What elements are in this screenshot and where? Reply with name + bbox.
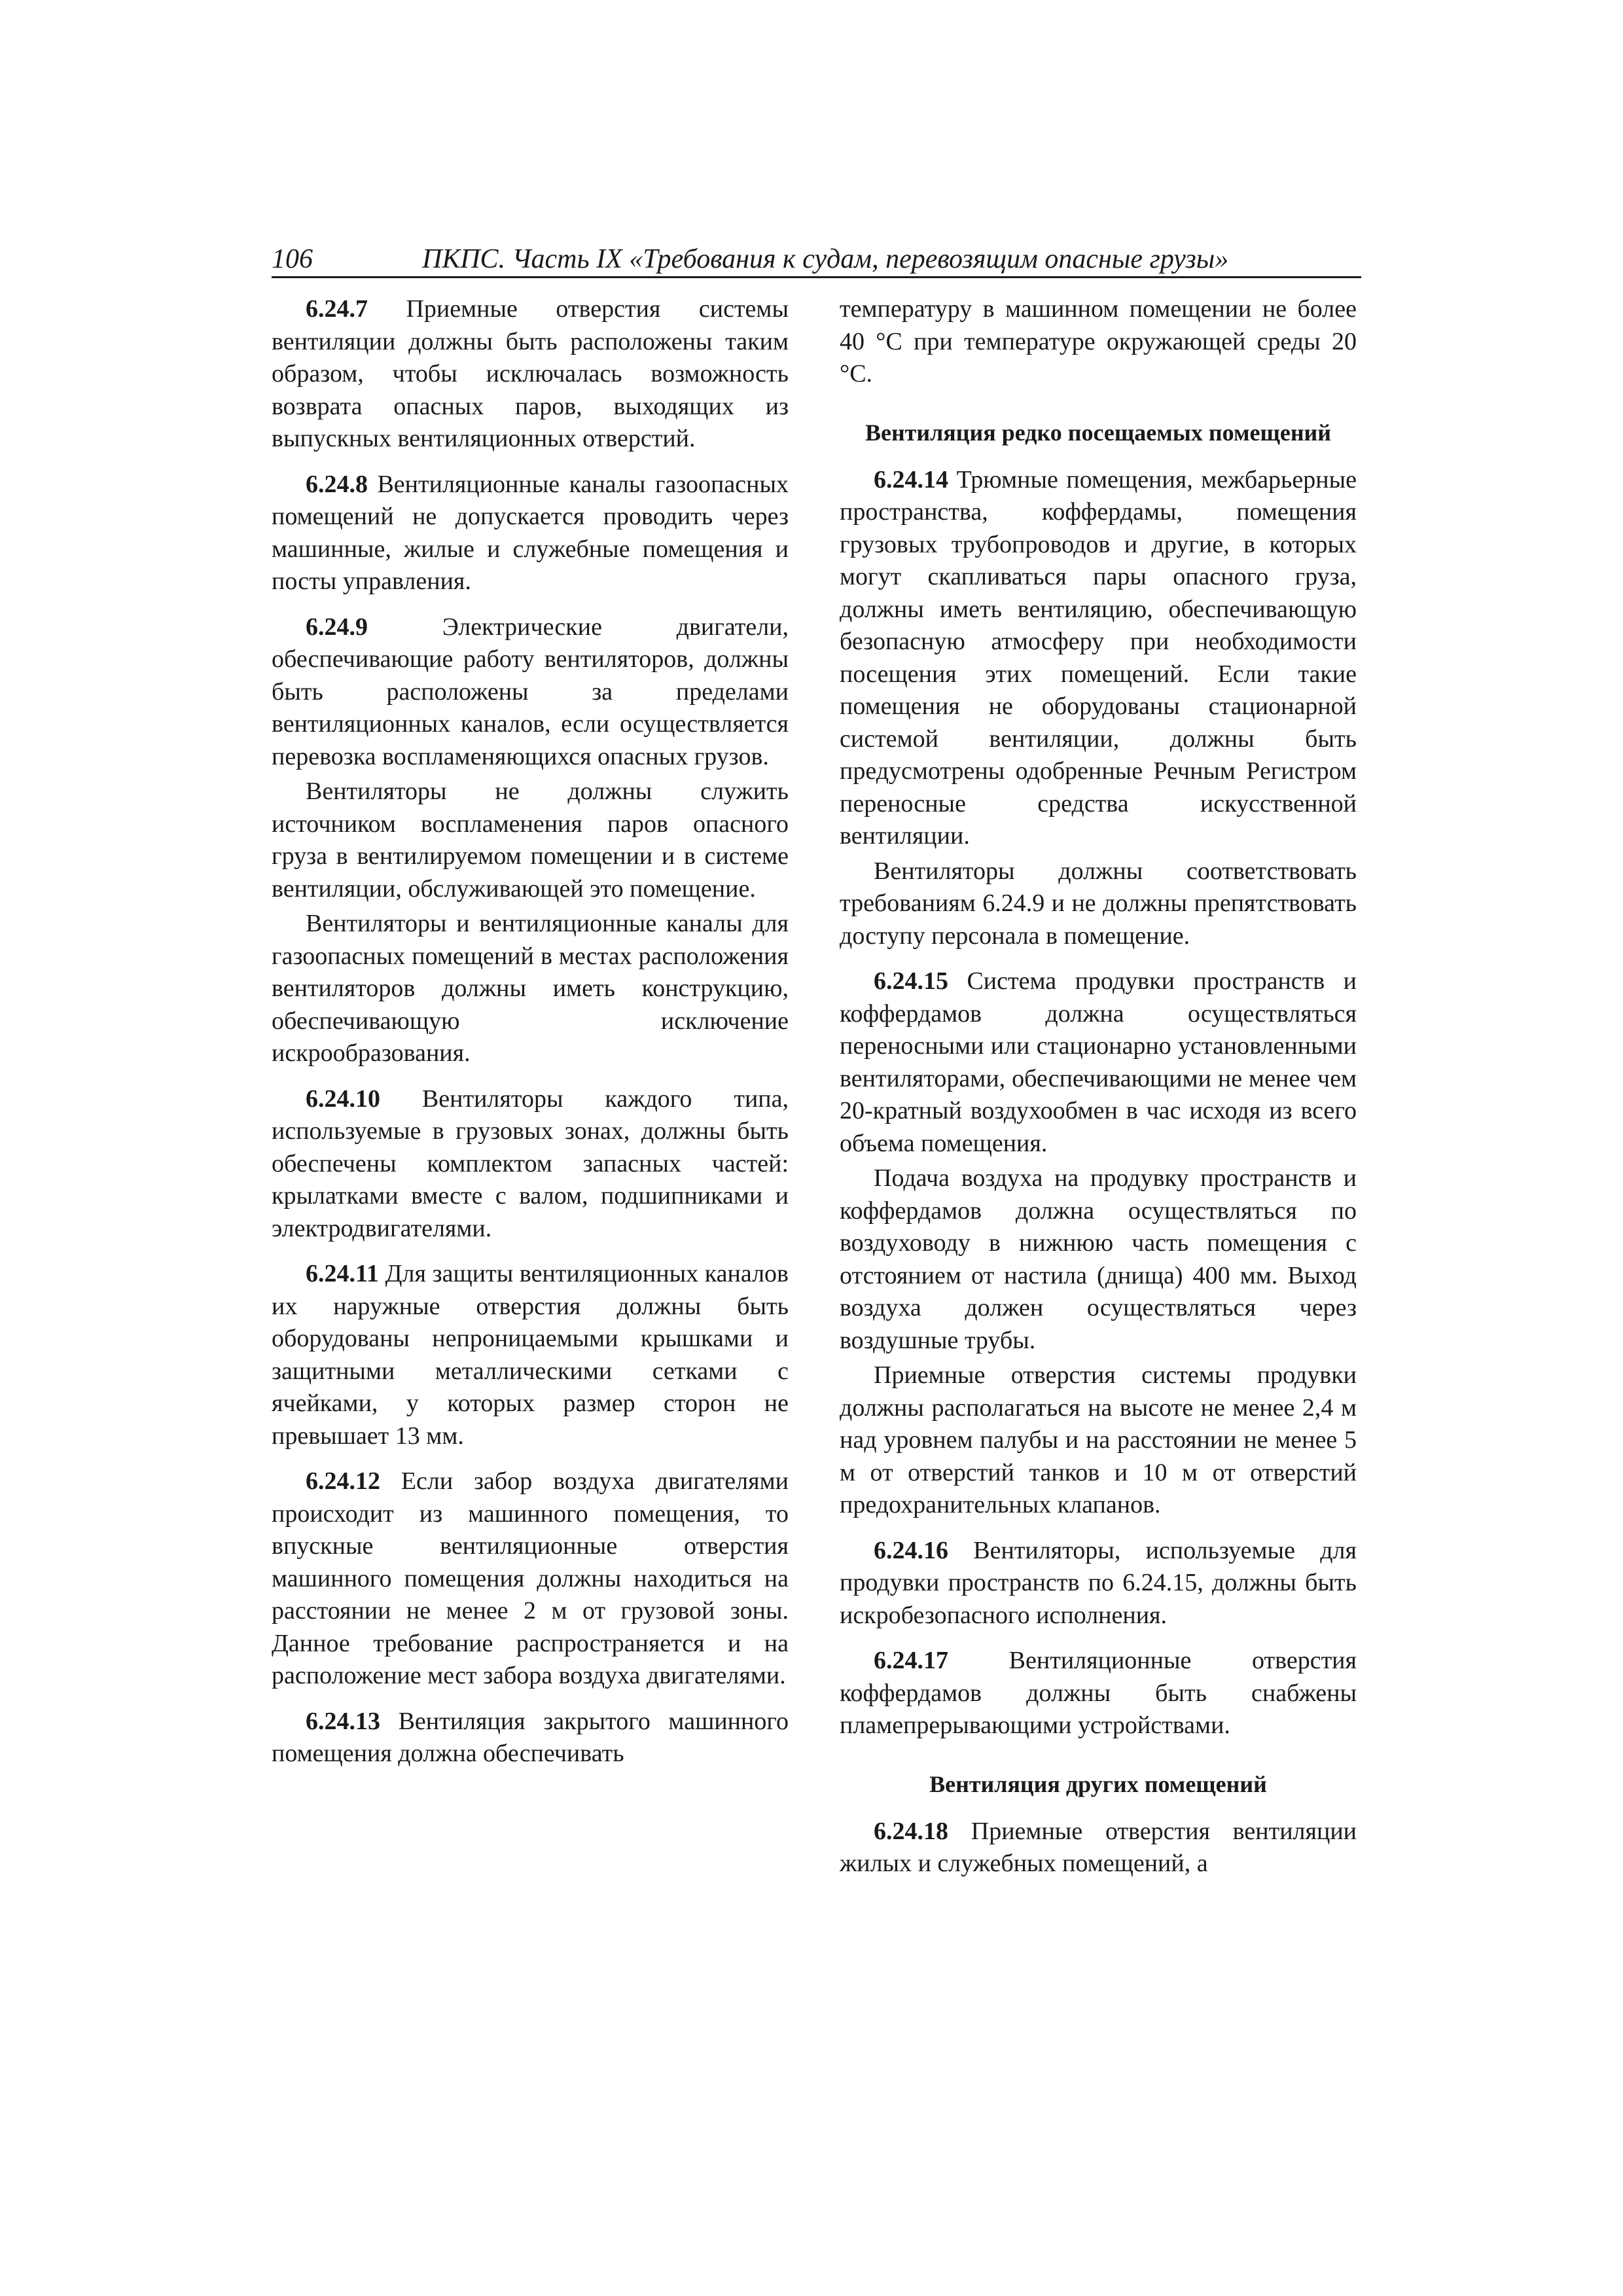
clause-6-24-11 [272,1258,789,1452]
clause-text: Для защиты вентиляционных каналов их наружные отверстия должны быть оборудованы непроницаемыми крышками и защитными металлическими сетками с ячейками, у которых размер сторон не превышает 13 мм. [272,1260,789,1450]
right-column [840,293,1357,1893]
clause-text: Вентиляционные отверстия коффердамов должны быть снабжены пламепрерывающими устройствами. [840,1647,1357,1739]
clause-number: 6.24.12 [306,1467,380,1495]
clause-6-24-14 [840,464,1357,853]
paragraph: Вентиляторы не должны служить источником воспламенения паров опасного груза в вентилируемом помещении и в системе вентиляции, обслуживающей это помещение. [272,778,789,903]
page-header [272,242,1361,278]
clause-6-24-7 [272,293,789,456]
clause-6-24-18 [840,1816,1357,1880]
clause-text: Приемные отверстия системы вентиляции должны быть расположены таким образом, чтобы исключалась возможность возврата опасных паров, выходящих из выпускных вентиляционных отверстий. [272,295,789,452]
clause-number: 6.24.9 [306,613,368,641]
paragraph: Вентиляторы должны соответствовать требованиям 6.24.9 и не должны препятствовать доступу персонала в помещение. [840,857,1357,950]
paragraph: Приемные отверстия системы продувки должны располагаться на высоте не менее 2,4 м над уровнем палубы и на расстоянии не менее 5 м от отверстий танков и 10 м от отверстий предохранительных клапанов. [840,1361,1357,1518]
clause-text: Вентиляторы каждого типа, используемые в грузовых зонах, должны быть обеспечены комплектом запасных частей: крылатками вместе с валом, подшипниками и электродвигателями. [272,1085,789,1242]
paragraph: Подача воздуха на продувку пространств и коффердамов должна осуществляться по воздуховоду в нижнюю часть помещения с отстоянием от настила (днища) 400 мм. Выход воздуха должен осуществляться через воздушные трубы. [840,1164,1357,1354]
clause-number: 6.24.14 [874,465,948,493]
clause-number: 6.24.11 [306,1260,379,1287]
clause-text: Вентиляция закрытого машинного помещения должна обеспечивать [272,1707,789,1767]
clause-text: Если забор воздуха двигателями происходит из машинного помещения, то впускные вентиляционные отверстия машинного помещения должны находиться на расстоянии не менее 2 м от грузовой зоны. Данное требование распространяется и на расположение мест забора воздуха двигателями. [272,1467,789,1689]
clause-6-24-10 [272,1083,789,1246]
clause-text: Электрические двигатели, обеспечивающие работу вентиляторов, должны быть расположены за пределами вентиляционных каналов, если осуществляется перевозка воспламеняющихся опасных грузов. [272,613,789,770]
clause-number: 6.24.8 [306,470,368,498]
clause-text: Система продувки пространств и коффердамов должна осуществляться переносными или стационарно установленными вентиляторами, обеспечивающими не менее чем 20-кратный воздухообмен в час исходя из всего объема помещения. [840,967,1357,1157]
clause-number: 6.24.7 [306,295,368,323]
clause-number: 6.24.10 [306,1085,380,1113]
clause-6-24-9 [272,611,789,774]
clause-number: 6.24.17 [874,1647,948,1674]
clause-6-24-8 [272,469,789,598]
clause-text: Трюмные помещения, межбарьерные пространства, коффердамы, помещения грузовых трубопроводов и другие, в которых могут скапливаться пары опасного груза, должны иметь вентиляцию, обеспечивающую безопасную атмосферу при необходимости посещения этих помещений. Если такие помещения не оборудованы стационарной системой вентиляции, должны быть предусмотрены одобренные Речным Регистром переносные средства искусственной вентиляции. [840,465,1357,850]
clause-6-24-12 [272,1465,789,1693]
left-column [272,293,789,1784]
clause-number: 6.24.13 [306,1707,380,1735]
clause-6-24-13 [272,1706,789,1770]
paragraph-continuation: температуру в машинном помещении не более 40 °С при температуре окружающей среды 20 °С. [840,295,1357,387]
page-number: 106 [272,244,313,274]
clause-text: Вентиляторы, используемые для продувки пространств по 6.24.15, должны быть искробезопасного исполнения. [840,1536,1357,1629]
section-heading: Вентиляция других помещений [929,1770,1267,1797]
clause-number: 6.24.15 [874,967,948,995]
clause-6-24-17 [840,1645,1357,1742]
clause-text: Приемные отверстия вентиляции жилых и служебных помещений, а [840,1817,1357,1877]
running-title: ПКПС. Часть IX «Требования к судам, перевозящим опасные грузы» [422,244,1229,274]
clause-6-24-16 [840,1535,1357,1632]
clause-6-24-15 [840,965,1357,1160]
paragraph: Вентиляторы и вентиляционные каналы для газоопасных помещений в местах расположения вентиляторов должны иметь конструкцию, обеспечивающую исключение искрообразования. [272,910,789,1067]
clause-number: 6.24.16 [874,1536,948,1564]
clause-number: 6.24.18 [874,1817,948,1845]
clause-text: Вентиляционные каналы газоопасных помещений не допускается проводить через машинные, жилые и служебные помещения и посты управления. [272,470,789,595]
section-heading: Вентиляция редко посещаемых помещений [865,419,1332,446]
